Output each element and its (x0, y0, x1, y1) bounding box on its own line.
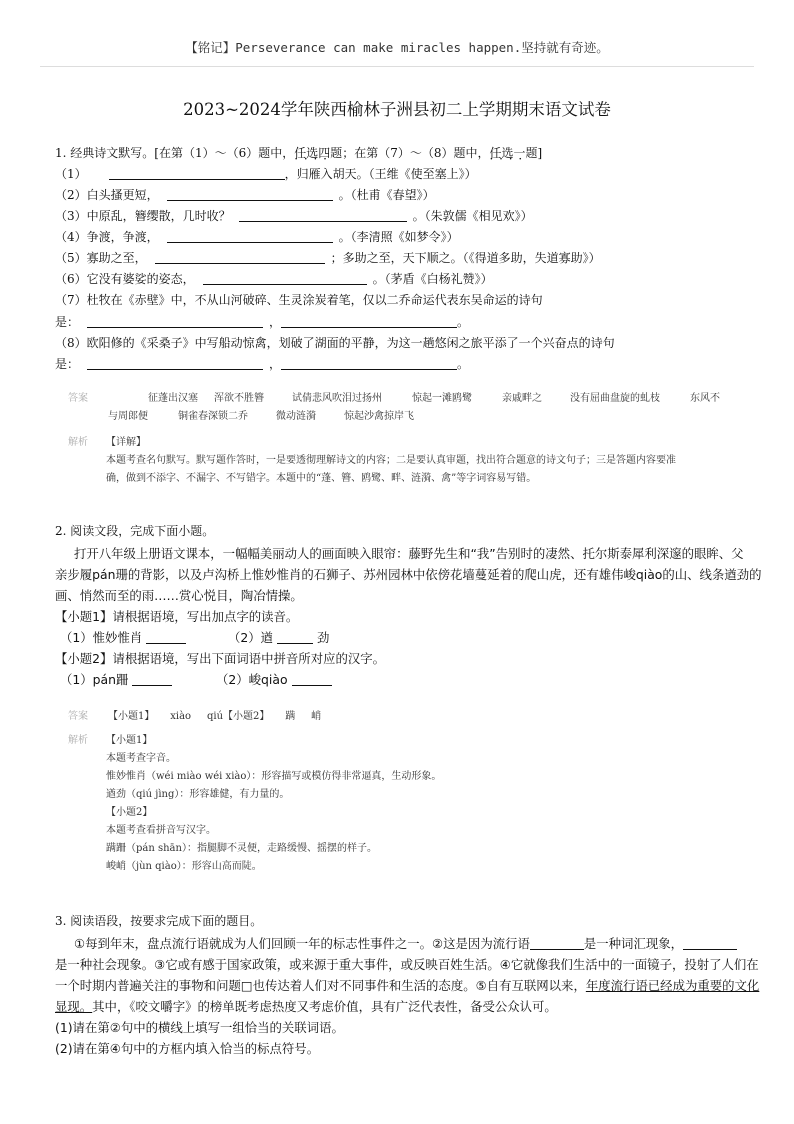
q1-item-8-blank-2[interactable] (281, 358, 457, 370)
q1-item-4 (55, 228, 459, 245)
q2-answer: 【小题1】 xiào qiú【小题2】 蹒 峭 (108, 711, 322, 722)
q1-item-3-pre: （3）中原乱，簪缨散，几时收？ (55, 209, 231, 223)
q1-item-7-blank-2[interactable] (281, 316, 457, 328)
q2-sub2-item-1 (60, 670, 172, 688)
q1-answer-2: 浑欲不胜簪 (214, 393, 264, 404)
q2-analysis-line-2: 本题考查字音。 (106, 753, 176, 764)
q3-blank-2[interactable] (683, 938, 737, 950)
q1-item-8-blank-1[interactable] (87, 358, 263, 370)
q1-analysis-head: 【详解】 (106, 437, 146, 448)
q1-item-5 (55, 249, 601, 266)
q1-answer-3: 试倩悲风吹泪过扬州 (292, 393, 382, 404)
q2-sub1-item-1 (60, 628, 186, 646)
q1-item-6-pre: （6）它没有婆娑的姿态， (55, 272, 195, 286)
q1-stem (55, 144, 542, 161)
page-header-motto: 【铭记】Perseverance can make miracles happen.坚持就有奇迹。 (185, 40, 609, 55)
q1-item-7-blank-1[interactable] (87, 316, 263, 328)
q1-answer-1: 征蓬出汉塞 (148, 393, 198, 404)
q1-item-1 (55, 165, 477, 182)
q2-sub1-blank-2[interactable] (277, 632, 313, 644)
q1-answer-8c: 惊起沙禽掠岸飞 (344, 411, 414, 422)
q2-sub2-blank-2[interactable] (292, 674, 332, 686)
q1-stem-c: ；在第（7）～（8）题中， (342, 146, 490, 160)
q1-item-2-blank[interactable] (167, 189, 333, 201)
q2-sub2-item-2-text: （2）峻qiào (216, 672, 288, 687)
q2-analysis-label: 解析 (68, 735, 88, 746)
q2-sub2-prompt: 【小题2】请根据语境，写出下面词语中拼音所对应的汉字。 (55, 651, 386, 666)
q2-sub1-item-2-text: （2）遒 (228, 630, 274, 645)
q1-answer-4: 惊起一滩鸥鹭 (412, 393, 472, 404)
q3-paragraph-line-4 (55, 997, 557, 1015)
q1-answer-6: 没有屈曲盘旋的虬枝 (570, 393, 660, 404)
q1-answer-label: 答案 (68, 393, 88, 404)
q1-answer-7: 东风不 (690, 393, 720, 404)
q3-p4-text: 其中，《咬文嚼字》的榜单既考虑热度又考虑价值，具有广泛代表性，备受公众认可。 (92, 999, 557, 1014)
q3-paragraph-line-2: 是一种社会现象。③它或有感于国家政策，或来源于重大事件，或反映百姓生活。④它就像我们生活中的一面镜子，投射了人们在 (55, 957, 759, 972)
q1-item-6 (55, 270, 493, 287)
q1-answer-5: 亲戚畔之 (502, 393, 542, 404)
q3-p1-text-a: ①每到年末，盘点流行语就成为人们回顾一年的标志性事件之一。②这是因为流行语 (74, 936, 530, 951)
q3-sub1: (1)请在第②句中的横线上填写一组恰当的关联词语。 (55, 1020, 344, 1035)
q2-analysis-line-8: 峻峭（jùn qiào）：形容山高而陡。 (106, 861, 262, 872)
q1-analysis-line-2: 确，做到不添字、不漏字、不写错字。本题中的“蓬、簪、鸥鹭、畔、涟漪、禽”等字词容易写错。 (106, 473, 537, 484)
q1-stem-emph-1: 任选四题 · · · · (294, 144, 342, 161)
q1-item-8-is-label: 是： (55, 357, 80, 371)
q1-item-1-blank[interactable] (109, 168, 285, 180)
q1-item-2-pre: （2）白头搔更短， (55, 188, 159, 202)
q2-sub1-item-2 (228, 628, 329, 646)
q1-stem-emph-2: 任选一题 · · · · (490, 144, 538, 161)
q1-answer-7b: 与周郎便 (108, 411, 148, 422)
q1-answer-8b: 微动涟漪 (276, 411, 316, 422)
q3-paragraph-line-1 (74, 934, 737, 952)
q3-p1-text-b: 是一种词汇现象， (583, 936, 684, 951)
q3-p4-underlined: 显现。 (55, 999, 93, 1014)
q1-item-3-blank[interactable] (239, 210, 407, 222)
q1-item-7-comma: ， (269, 315, 282, 329)
q2-stem: 2. 阅读文段，完成下面小题。 (55, 524, 215, 538)
q3-sub2: (2)请在第④句中的方框内填入恰当的标点符号。 (55, 1041, 320, 1056)
header-divider (40, 66, 754, 67)
q1-item-1-post: ，归雁入胡天。（王维《使至塞上》） (284, 167, 477, 181)
q1-item-1-pre: （1） (55, 167, 87, 181)
q1-item-2-post: 。（杜甫《春望》） (338, 188, 435, 202)
q2-paragraph-line-2: 亲步履pán珊的背影，以及卢沟桥上惟妙惟肖的石狮子、苏州园林中依傍花墙蔓延着的爬山虎，还有雄伟峻qiào的山、线条遒劲的 (55, 567, 762, 582)
q2-sub2-blank-1[interactable] (132, 674, 172, 686)
q1-item-3 (55, 207, 533, 224)
q1-item-7-is-label: 是： (55, 315, 80, 329)
q2-sub2-item-2 (216, 670, 332, 688)
q1-item-7: （7）杜牧在《赤壁》中，不从山河破碎、生灵涂炭着笔，仅以二乔命运代表东吴命运的诗句 (55, 293, 543, 307)
q1-item-5-blank[interactable] (155, 252, 325, 264)
q1-item-4-post: 。（李清照《如梦令》） (338, 230, 459, 244)
q2-analysis-line-1: 【小题1】 (106, 735, 153, 746)
q2-answer-label: 答案 (68, 711, 88, 722)
q2-sub2-item-1-text: （1）pán跚 (60, 672, 129, 687)
q1-item-2 (55, 186, 435, 203)
q2-paragraph-line-3: 画、悄然而至的雨……赏心悦目，陶冶情操。 (55, 588, 303, 603)
q1-item-4-blank[interactable] (167, 231, 333, 243)
q2-analysis-line-3: 惟妙惟肖（wéi miào wéi xiào）：形容描写或模仿得非常逼真，生动形象。 (106, 771, 442, 782)
q2-paragraph-line-1: 打开八年级上册语文课本，一幅幅美丽动人的画面映入眼帘：藤野先生和“我”告别时的凄然、托尔斯泰犀利深邃的眼眸、父 (74, 546, 744, 561)
q2-sub1-item-1-text: （1）惟妙惟肖 (60, 630, 143, 645)
q1-item-3-post: 。（朱敦儒《相见欢》） (412, 209, 533, 223)
q2-analysis-line-4: 遒劲（qiú jìng）：形容雄健，有力量的。 (106, 789, 290, 800)
q3-p3-underlined: 年度流行语已经成为重要的文化 (585, 978, 760, 993)
q1-stem-a: 1. 经典诗文默写。[在第（1）～（6）题中， (55, 146, 295, 160)
q3-blank-1[interactable] (530, 938, 584, 950)
q1-item-8-answer-line (55, 355, 469, 372)
q1-item-8-period: 。 (457, 357, 470, 371)
q1-item-5-post: ；多助之至，天下顺之。（《得道多助，失道寡助》） (330, 251, 601, 265)
q2-sub1-prompt: 【小题1】请根据语境，写出加点字的读音。 (55, 609, 299, 624)
page-title: 2023~2024学年陕西榆林子洲县初二上学期期末语文试卷 (183, 100, 611, 119)
q2-analysis-line-7: 蹒跚（pán shān）：指腿脚不灵便，走路缓慢、摇摆的样子。 (106, 843, 377, 854)
q3-stem: 3. 阅读语段，按要求完成下面的题目。 (55, 914, 263, 928)
q1-item-8-comma: ， (269, 357, 282, 371)
q1-analysis-label: 解析 (68, 437, 88, 448)
q1-item-6-blank[interactable] (203, 273, 367, 285)
q2-sub1-item-2-suffix: 劲 (316, 630, 330, 645)
q2-sub1-blank-1[interactable] (146, 632, 186, 644)
q1-item-5-pre: （5）寡助之至， (55, 251, 147, 265)
q1-item-7-period: 。 (457, 315, 470, 329)
q2-analysis-line-6: 本题考查看拼音写汉字。 (106, 825, 216, 836)
q2-analysis-line-5: 【小题2】 (106, 807, 153, 818)
q1-item-4-pre: （4）争渡，争渡， (55, 230, 159, 244)
q1-item-8: （8）欧阳修的《采桑子》中写船动惊禽，划破了湖面的平静，为这一趟悠闲之旅平添了一个兴奋点的诗句 (55, 336, 615, 350)
q3-paragraph-line-3 (55, 976, 759, 994)
q1-analysis-line-1: 本题考查名句默写。默写题作答时，一是要透彻理解诗文的内容；二是要认真审题，找出符合题意的诗文句子；三是答题内容要准 (106, 455, 676, 466)
q1-stem-e: ] (537, 146, 543, 160)
q1-item-7-answer-line (55, 313, 469, 330)
q3-p3-text: 一个时期内普遍关注的事物和问题□也传达着人们对不同事件和生活的态度。⑤自有互联网以来， (55, 978, 586, 993)
q1-answer-8a: 铜雀春深锁二乔 (178, 411, 248, 422)
q1-item-6-post: 。（茅盾《白杨礼赞》） (372, 272, 493, 286)
